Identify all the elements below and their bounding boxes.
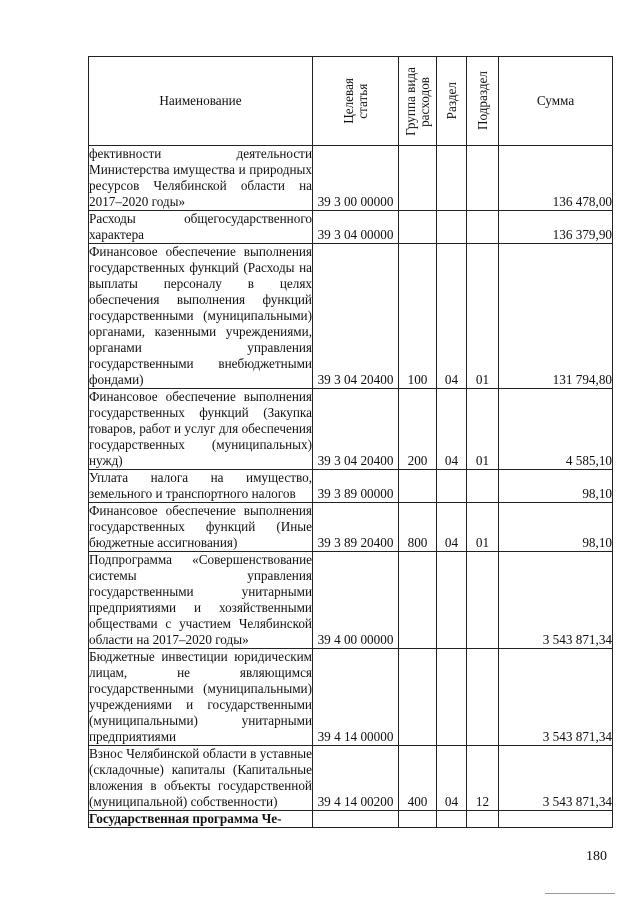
row-sum-text: 3 543 871,34 xyxy=(542,729,612,744)
row-name xyxy=(89,746,313,811)
row-target-article xyxy=(313,811,399,828)
row-target-article-text: 39 3 89 20400 xyxy=(317,535,394,550)
row-section xyxy=(437,470,467,503)
row-name xyxy=(89,389,313,470)
row-section-text: 04 xyxy=(444,453,459,468)
row-name xyxy=(89,244,313,389)
row-target-article xyxy=(313,146,399,211)
row-name-text: Финансовое обеспечение выполнения государственных функций (Расходы на выплаты персоналу в целях обеспечения выполнения функций государственными (муниципальными) органами, казенными учреждениями, органами управления государственными внебюджетными фондами) xyxy=(89,244,312,387)
row-expense-group xyxy=(399,389,437,470)
row-target-article-text: 39 4 14 00000 xyxy=(317,729,394,744)
row-expense-group xyxy=(399,811,437,828)
row-subsection xyxy=(467,146,499,211)
row-expense-group xyxy=(399,503,437,552)
row-subsection xyxy=(467,244,499,389)
row-name-text: фективности деятельности Министерства имущества и природных ресурсов Челябинской области на 2017–2020 годы» xyxy=(89,146,312,209)
row-sum-text: 3 543 871,34 xyxy=(542,632,612,647)
row-target-article xyxy=(313,470,399,503)
table-row xyxy=(89,552,613,649)
row-section-text: 04 xyxy=(444,535,459,550)
table-row xyxy=(89,146,613,211)
row-sum xyxy=(499,552,613,649)
table-row xyxy=(89,746,613,811)
row-sum-text: 3 543 871,34 xyxy=(542,794,612,809)
table-row xyxy=(89,503,613,552)
row-sum-text: 131 794,80 xyxy=(552,372,612,387)
row-target-article-text: 39 4 00 00000 xyxy=(317,632,394,647)
row-expense-group-text: 800 xyxy=(407,535,428,550)
table-row xyxy=(89,470,613,503)
row-section xyxy=(437,552,467,649)
row-sum xyxy=(499,746,613,811)
footer-divider xyxy=(545,893,615,894)
row-subsection xyxy=(467,503,499,552)
row-subsection xyxy=(467,389,499,470)
row-section xyxy=(437,503,467,552)
row-name-text: Бюджетные инвестиции юридическим лицам, не являющимся государственными (муниципальными) учреждениями и государственными (муниципальными) унитарными предприятиями xyxy=(89,649,312,744)
row-expense-group-text: 200 xyxy=(407,453,428,468)
row-section xyxy=(437,746,467,811)
table-body xyxy=(89,146,613,828)
row-subsection-text: 12 xyxy=(475,794,490,809)
row-target-article-text: 39 3 00 00000 xyxy=(317,194,394,209)
row-name-text: Государственная программа Че- xyxy=(89,811,282,826)
row-target-article-text: 39 3 04 20400 xyxy=(317,453,394,468)
row-subsection xyxy=(467,649,499,746)
row-name xyxy=(89,503,313,552)
row-target-article xyxy=(313,503,399,552)
row-section xyxy=(437,244,467,389)
row-expense-group-text: 100 xyxy=(407,372,428,387)
row-name-text: Уплата налога на имущество, земельного и транспортного налогов xyxy=(89,470,312,501)
row-sum xyxy=(499,389,613,470)
row-sum xyxy=(499,811,613,828)
row-target-article-text: 39 4 14 00200 xyxy=(317,794,394,809)
row-target-article xyxy=(313,649,399,746)
row-expense-group xyxy=(399,746,437,811)
row-section xyxy=(437,811,467,828)
row-subsection xyxy=(467,811,499,828)
row-name xyxy=(89,649,313,746)
header-expense-group: Группа вида расходов xyxy=(399,57,437,146)
row-target-article-text: 39 3 89 00000 xyxy=(317,486,394,501)
row-sum-text: 136 478,00 xyxy=(552,194,612,209)
row-section-text: 04 xyxy=(444,372,459,387)
row-name xyxy=(89,811,313,828)
row-subsection-text: 01 xyxy=(475,453,490,468)
row-name xyxy=(89,211,313,244)
table-row xyxy=(89,649,613,746)
header-name: Наименование xyxy=(89,57,313,146)
row-sum xyxy=(499,503,613,552)
row-name xyxy=(89,470,313,503)
row-name-text: Финансовое обеспечение выполнения государственных функций (Закупка товаров, работ и услуг для обеспечения государственных (муниципальных) нужд) xyxy=(89,389,312,468)
row-sum-text: 98,10 xyxy=(582,486,612,501)
row-sum xyxy=(499,649,613,746)
header-section: Раздел xyxy=(437,57,467,146)
row-target-article-text: 39 3 04 20400 xyxy=(317,372,394,387)
row-sum xyxy=(499,146,613,211)
row-expense-group xyxy=(399,649,437,746)
row-target-article xyxy=(313,389,399,470)
row-sum xyxy=(499,470,613,503)
budget-table xyxy=(88,56,613,828)
page-number: 180 xyxy=(586,849,607,864)
row-expense-group xyxy=(399,244,437,389)
row-target-article-text: 39 3 04 00000 xyxy=(317,227,394,242)
row-target-article xyxy=(313,746,399,811)
row-name xyxy=(89,146,313,211)
row-name-text: Финансовое обеспечение выполнения государственных функций (Иные бюджетные ассигнования) xyxy=(89,503,312,550)
row-section-text: 04 xyxy=(444,794,459,809)
header-subsection: Подраздел xyxy=(467,57,499,146)
row-subsection xyxy=(467,470,499,503)
row-target-article xyxy=(313,211,399,244)
table-row xyxy=(89,211,613,244)
header-sum: Сумма xyxy=(499,57,613,146)
row-sum-text: 98,10 xyxy=(582,535,612,550)
row-expense-group xyxy=(399,552,437,649)
row-name xyxy=(89,552,313,649)
row-subsection xyxy=(467,552,499,649)
row-subsection xyxy=(467,746,499,811)
row-sum-text: 4 585,10 xyxy=(565,453,612,468)
header-target-article: Целевая статья xyxy=(313,57,399,146)
row-target-article xyxy=(313,552,399,649)
row-expense-group xyxy=(399,470,437,503)
table-header-row xyxy=(89,57,613,146)
row-sum xyxy=(499,211,613,244)
row-expense-group xyxy=(399,211,437,244)
row-section xyxy=(437,649,467,746)
table-row xyxy=(89,811,613,828)
row-section xyxy=(437,146,467,211)
row-name-text: Расходы общегосударственного характера xyxy=(89,211,312,242)
row-expense-group xyxy=(399,146,437,211)
row-subsection xyxy=(467,211,499,244)
table-row xyxy=(89,244,613,389)
row-sum xyxy=(499,244,613,389)
row-section xyxy=(437,211,467,244)
row-expense-group-text: 400 xyxy=(407,794,428,809)
row-subsection-text: 01 xyxy=(475,372,490,387)
row-name-text: Взнос Челябинской области в уставные (складочные) капиталы (Капитальные вложения в объекты государственной (муниципальной) собственности) xyxy=(89,746,312,809)
row-name-text: Подпрограмма «Совершенствование системы управления государственными унитарными предприятиями и хозяйственными обществами с участием Челябинской области на 2017–2020 годы» xyxy=(89,552,312,647)
row-section xyxy=(437,389,467,470)
row-subsection-text: 01 xyxy=(475,535,490,550)
row-sum-text: 136 379,90 xyxy=(552,227,612,242)
table-row xyxy=(89,389,613,470)
row-target-article xyxy=(313,244,399,389)
